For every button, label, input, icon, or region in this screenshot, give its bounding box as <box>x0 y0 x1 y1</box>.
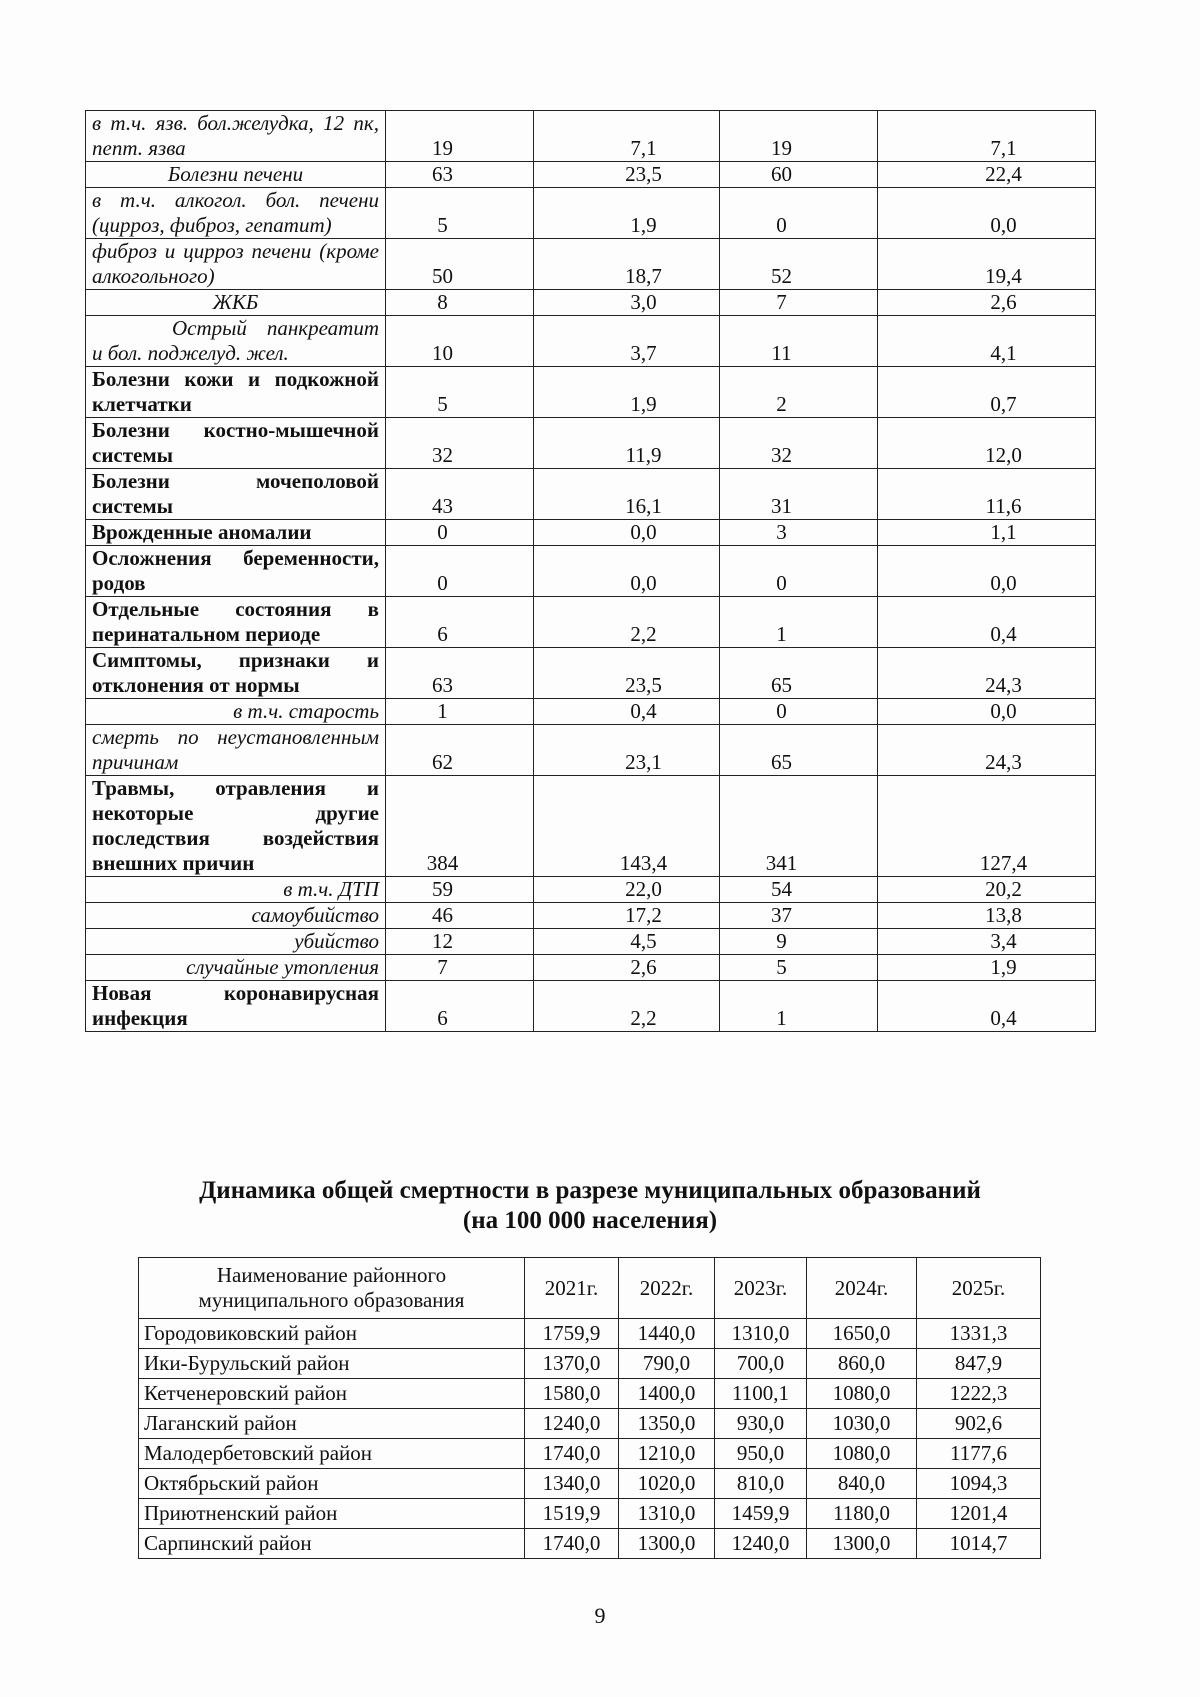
year-value: 1370,0 <box>525 1349 619 1379</box>
year-value: 790,0 <box>619 1349 715 1379</box>
count-cell: 5 <box>386 367 534 418</box>
count-cell: 8 <box>386 290 534 316</box>
cause-label: Болезни костно-мышечной системы <box>86 418 386 469</box>
rate-cell: 2,2 <box>534 597 720 648</box>
rate-cell: 13,8 <box>878 903 1096 929</box>
year-value: 1210,0 <box>619 1439 715 1469</box>
rate-cell: 3,7 <box>534 316 720 367</box>
cause-label: фиброз и цирроз печени (кроме алкогольного) <box>86 239 386 290</box>
year-value: 1240,0 <box>525 1409 619 1439</box>
count-cell: 1 <box>720 981 878 1032</box>
year-value: 1300,0 <box>807 1529 917 1559</box>
rate-cell: 1,1 <box>878 520 1096 546</box>
district-name: Кетченеровский район <box>139 1379 525 1409</box>
count-cell: 0 <box>720 188 878 239</box>
table-row <box>86 955 1096 981</box>
count-cell: 50 <box>386 239 534 290</box>
count-cell: 19 <box>386 111 534 162</box>
district-name: Городовиковский район <box>139 1319 525 1349</box>
table-row <box>139 1469 1041 1499</box>
count-cell: 7 <box>386 955 534 981</box>
year-value: 1222,3 <box>917 1379 1041 1409</box>
count-cell: 7 <box>720 290 878 316</box>
rate-cell: 22,0 <box>534 877 720 903</box>
table-row <box>86 725 1096 776</box>
count-cell: 32 <box>720 418 878 469</box>
year-value: 1177,6 <box>917 1439 1041 1469</box>
count-cell: 63 <box>386 162 534 188</box>
table-row <box>86 111 1096 162</box>
cause-label: Осложнения беременности, родов <box>86 546 386 597</box>
mortality-causes-table <box>85 110 1096 1032</box>
table-row <box>139 1409 1041 1439</box>
year-value: 840,0 <box>807 1469 917 1499</box>
count-cell: 11 <box>720 316 878 367</box>
year-value: 1201,4 <box>917 1499 1041 1529</box>
count-cell: 32 <box>386 418 534 469</box>
column-header-year: 2021г. <box>525 1258 619 1319</box>
table-row <box>86 929 1096 955</box>
rate-cell: 0,4 <box>878 597 1096 648</box>
count-cell: 9 <box>720 929 878 955</box>
cause-label: в т.ч. алкогол. бол. печени (цирроз, фиброз, гепатит) <box>86 188 386 239</box>
year-value: 1740,0 <box>525 1529 619 1559</box>
municipal-table-body <box>139 1319 1041 1559</box>
table-row <box>86 290 1096 316</box>
rate-cell: 0,0 <box>878 188 1096 239</box>
table-row <box>139 1529 1041 1559</box>
table-row <box>86 520 1096 546</box>
table-row <box>86 699 1096 725</box>
year-value: 950,0 <box>715 1439 807 1469</box>
rate-cell: 12,0 <box>878 418 1096 469</box>
table-row <box>86 188 1096 239</box>
year-value: 1094,3 <box>917 1469 1041 1499</box>
year-value: 1020,0 <box>619 1469 715 1499</box>
cause-label: в т.ч. язв. бол.желудка, 12 пк, пепт. язва <box>86 111 386 162</box>
municipal-table-header-row <box>139 1258 1041 1319</box>
rate-cell: 1,9 <box>878 955 1096 981</box>
count-cell: 341 <box>720 776 878 877</box>
table-row <box>86 648 1096 699</box>
cause-label: Болезни мочеполовой системы <box>86 469 386 520</box>
rate-cell: 1,9 <box>534 188 720 239</box>
table-row <box>86 367 1096 418</box>
count-cell: 0 <box>720 546 878 597</box>
cause-label: Болезни кожи и подкожной клетчатки <box>86 367 386 418</box>
cause-label: Симптомы, признаки и отклонения от нормы <box>86 648 386 699</box>
table-row <box>139 1499 1041 1529</box>
year-value: 1014,7 <box>917 1529 1041 1559</box>
count-cell: 12 <box>386 929 534 955</box>
count-cell: 43 <box>386 469 534 520</box>
count-cell: 2 <box>720 367 878 418</box>
table-row <box>86 418 1096 469</box>
year-value: 1350,0 <box>619 1409 715 1439</box>
rate-cell: 0,7 <box>878 367 1096 418</box>
cause-label: Травмы, отравления и некоторые другие последствия воздействия внешних причин <box>86 776 386 877</box>
year-value: 1650,0 <box>807 1319 917 1349</box>
rate-cell: 23,1 <box>534 725 720 776</box>
table-row <box>86 877 1096 903</box>
count-cell: 6 <box>386 981 534 1032</box>
rate-cell: 11,9 <box>534 418 720 469</box>
district-name: Малодербетовский район <box>139 1439 525 1469</box>
table-row <box>86 546 1096 597</box>
cause-label: Болезни печени <box>86 162 386 188</box>
cause-label: Острый панкреатит и бол. поджелуд. жел. <box>86 316 386 367</box>
column-header-year: 2024г. <box>807 1258 917 1319</box>
table-row <box>86 162 1096 188</box>
count-cell: 37 <box>720 903 878 929</box>
cause-label: Врожденные аномалии <box>86 520 386 546</box>
rate-cell: 19,4 <box>878 239 1096 290</box>
district-name: Приютненский район <box>139 1499 525 1529</box>
district-name: Лаганский район <box>139 1409 525 1439</box>
count-cell: 3 <box>720 520 878 546</box>
year-value: 1459,9 <box>715 1499 807 1529</box>
count-cell: 1 <box>386 699 534 725</box>
rate-cell: 2,6 <box>878 290 1096 316</box>
year-value: 1400,0 <box>619 1379 715 1409</box>
rate-cell: 22,4 <box>878 162 1096 188</box>
count-cell: 54 <box>720 877 878 903</box>
table-row <box>86 903 1096 929</box>
count-cell: 46 <box>386 903 534 929</box>
rate-cell: 23,5 <box>534 162 720 188</box>
cause-label: убийство <box>86 929 386 955</box>
count-cell: 5 <box>720 955 878 981</box>
rate-cell: 24,3 <box>878 648 1096 699</box>
year-value: 1310,0 <box>715 1319 807 1349</box>
rate-cell: 24,3 <box>878 725 1096 776</box>
table-row <box>86 316 1096 367</box>
table-row <box>139 1319 1041 1349</box>
cause-label: смерть по неустановленным причинам <box>86 725 386 776</box>
year-value: 1519,9 <box>525 1499 619 1529</box>
rate-cell: 0,4 <box>878 981 1096 1032</box>
table-row <box>86 981 1096 1032</box>
year-value: 1300,0 <box>619 1529 715 1559</box>
table-row <box>139 1349 1041 1379</box>
count-cell: 62 <box>386 725 534 776</box>
year-value: 1580,0 <box>525 1379 619 1409</box>
count-cell: 52 <box>720 239 878 290</box>
rate-cell: 0,4 <box>534 699 720 725</box>
rate-cell: 17,2 <box>534 903 720 929</box>
table-row <box>86 597 1096 648</box>
table-row <box>139 1379 1041 1409</box>
rate-cell: 3,4 <box>878 929 1096 955</box>
table-row <box>139 1439 1041 1469</box>
rate-cell: 0,0 <box>534 520 720 546</box>
count-cell: 384 <box>386 776 534 877</box>
year-value: 1310,0 <box>619 1499 715 1529</box>
table-row <box>86 776 1096 877</box>
section-heading <box>85 1176 1095 1236</box>
count-cell: 1 <box>720 597 878 648</box>
count-cell: 0 <box>386 546 534 597</box>
year-value: 700,0 <box>715 1349 807 1379</box>
rate-cell: 3,0 <box>534 290 720 316</box>
cause-label: случайные утопления <box>86 955 386 981</box>
rate-cell: 7,1 <box>878 111 1096 162</box>
count-cell: 59 <box>386 877 534 903</box>
cause-label: ЖКБ <box>86 290 386 316</box>
cause-label: в т.ч. ДТП <box>86 877 386 903</box>
table-row <box>86 469 1096 520</box>
rate-cell: 127,4 <box>878 776 1096 877</box>
count-cell: 19 <box>720 111 878 162</box>
table-row <box>86 239 1096 290</box>
year-value: 860,0 <box>807 1349 917 1379</box>
count-cell: 10 <box>386 316 534 367</box>
cause-label: самоубийство <box>86 903 386 929</box>
rate-cell: 2,6 <box>534 955 720 981</box>
year-value: 930,0 <box>715 1409 807 1439</box>
rate-cell: 1,9 <box>534 367 720 418</box>
year-value: 902,6 <box>917 1409 1041 1439</box>
count-cell: 63 <box>386 648 534 699</box>
section-heading-line1: Динамика общей смертности в разрезе муниципальных образований <box>199 1177 981 1204</box>
column-header-year: 2023г. <box>715 1258 807 1319</box>
year-value: 1759,9 <box>525 1319 619 1349</box>
rate-cell: 0,0 <box>878 546 1096 597</box>
rate-cell: 7,1 <box>534 111 720 162</box>
mortality-causes-table-body <box>86 111 1096 1032</box>
cause-label: Отдельные состояния в перинатальном периоде <box>86 597 386 648</box>
year-value: 1080,0 <box>807 1439 917 1469</box>
column-header-name: Наименование районного муниципального образования <box>139 1258 525 1319</box>
year-value: 1331,3 <box>917 1319 1041 1349</box>
year-value: 1340,0 <box>525 1469 619 1499</box>
year-value: 1440,0 <box>619 1319 715 1349</box>
year-value: 1100,1 <box>715 1379 807 1409</box>
count-cell: 65 <box>720 648 878 699</box>
count-cell: 5 <box>386 188 534 239</box>
year-value: 1180,0 <box>807 1499 917 1529</box>
rate-cell: 0,0 <box>534 546 720 597</box>
section-heading-line2: (на 100 000 населения) <box>462 1207 718 1234</box>
year-value: 1240,0 <box>715 1529 807 1559</box>
rate-cell: 4,5 <box>534 929 720 955</box>
rate-cell: 20,2 <box>878 877 1096 903</box>
rate-cell: 18,7 <box>534 239 720 290</box>
year-value: 810,0 <box>715 1469 807 1499</box>
cause-label: в т.ч. старость <box>86 699 386 725</box>
year-value: 1030,0 <box>807 1409 917 1439</box>
year-value: 847,9 <box>917 1349 1041 1379</box>
count-cell: 31 <box>720 469 878 520</box>
column-header-year: 2022г. <box>619 1258 715 1319</box>
municipal-mortality-table <box>138 1257 1041 1559</box>
page-number: 9 <box>594 1603 606 1628</box>
district-name: Ики-Бурульский район <box>139 1349 525 1379</box>
rate-cell: 143,4 <box>534 776 720 877</box>
district-name: Сарпинский район <box>139 1529 525 1559</box>
rate-cell: 23,5 <box>534 648 720 699</box>
count-cell: 6 <box>386 597 534 648</box>
rate-cell: 11,6 <box>878 469 1096 520</box>
rate-cell: 2,2 <box>534 981 720 1032</box>
count-cell: 0 <box>720 699 878 725</box>
rate-cell: 4,1 <box>878 316 1096 367</box>
cause-label: Новая коронавирусная инфекция <box>86 981 386 1032</box>
district-name: Октябрьский район <box>139 1469 525 1499</box>
column-header-year: 2025г. <box>917 1258 1041 1319</box>
count-cell: 0 <box>386 520 534 546</box>
year-value: 1740,0 <box>525 1439 619 1469</box>
rate-cell: 0,0 <box>878 699 1096 725</box>
count-cell: 60 <box>720 162 878 188</box>
count-cell: 65 <box>720 725 878 776</box>
year-value: 1080,0 <box>807 1379 917 1409</box>
rate-cell: 16,1 <box>534 469 720 520</box>
